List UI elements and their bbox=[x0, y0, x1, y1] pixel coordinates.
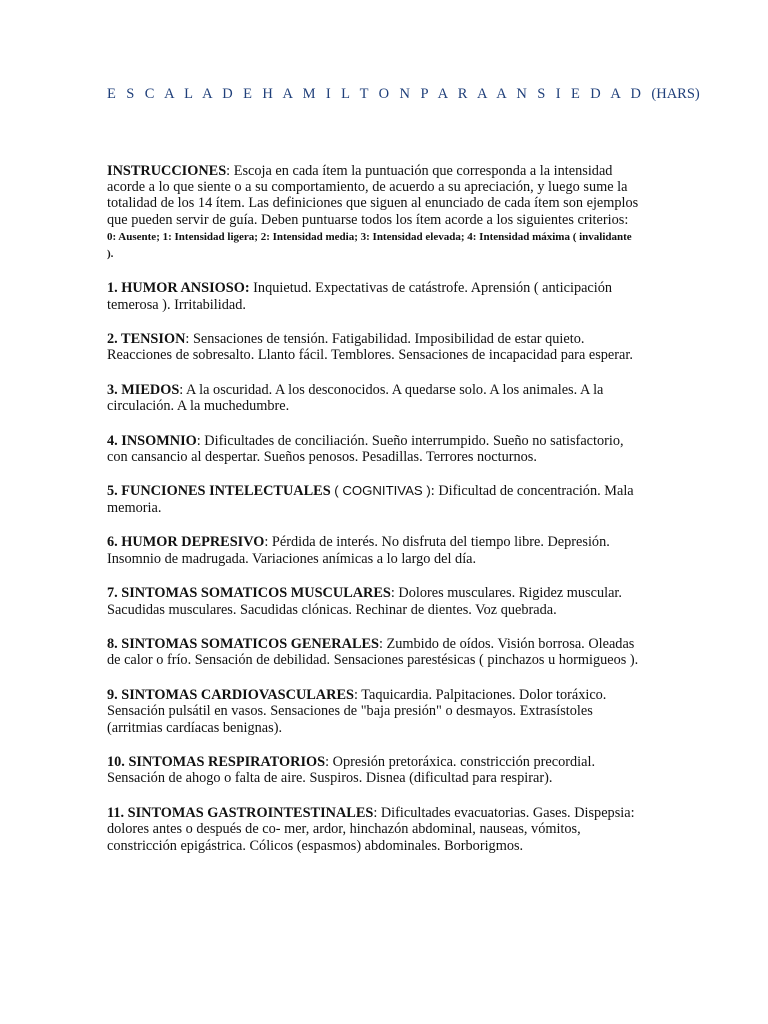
item-heading: 7. SINTOMAS SOMATICOS MUSCULARES bbox=[107, 585, 391, 602]
item-5 bbox=[107, 483, 639, 516]
item-4 bbox=[107, 433, 639, 466]
item-1 bbox=[107, 280, 639, 313]
item-description: : A la oscuridad. A los desconocidos. A quedarse solo. A los animales. A la circulación. A la muchedumbre. bbox=[107, 381, 604, 415]
item-2 bbox=[107, 331, 639, 364]
item-subheading: ( COGNITIVAS ) bbox=[330, 483, 431, 499]
instructions-criteria: 0: Ausente; 1: Intensidad ligera; 2: Intensidad media; 3: Intensidad elevada; 4: Intensidad máxima ( invalidante ). bbox=[107, 230, 632, 261]
item-6 bbox=[107, 534, 639, 567]
item-heading: 8. SINTOMAS SOMATICOS GENERALES bbox=[107, 635, 379, 652]
item-description: : Zumbido de oídos. Visión borrosa. Oleadas de calor o frío. Sensación de debilidad. Sensaciones parestésicas ( pinchazos u hormigueos ). bbox=[107, 635, 639, 669]
item-heading: 1. HUMOR ANSIOSO: bbox=[107, 280, 250, 297]
item-description: : Dolores musculares. Rigidez muscular. Sacudidas musculares. Sacudidas clónicas. Rechinar de dientes. Voz quebrada. bbox=[107, 585, 622, 618]
item-description: : Sensaciones de tensión. Fatigabilidad. Imposibilidad de estar quieto. Reacciones de sobresalto. Llanto fácil. Temblores. Sensaciones de incapacidad para esperar. bbox=[107, 331, 633, 364]
document-title bbox=[107, 86, 700, 103]
title-abbreviation: (HARS) bbox=[651, 86, 700, 102]
item-8 bbox=[107, 636, 639, 669]
item-heading: 9. SINTOMAS CARDIOVASCULARES bbox=[107, 686, 354, 703]
item-3 bbox=[107, 382, 639, 415]
item-heading: 2. TENSION bbox=[107, 331, 186, 348]
item-description: : Dificultades de conciliación. Sueño interrumpido. Sueño no satisfactorio, con cansancio al despertar. Sueños penosos. Pesadillas. Terrores nocturnos. bbox=[107, 432, 624, 466]
item-description: : Taquicardia. Palpitaciones. Dolor toráxico. Sensación pulsátil en vasos. Sensaciones de "baja presión" o desmayos. Extrasístoles (arritmias cardíacas benignas). bbox=[107, 686, 607, 736]
item-7 bbox=[107, 585, 639, 618]
title-main: E S C A L A D E H A M I L T O N P A R A A N S I E D A D bbox=[107, 86, 645, 102]
instructions-label: INSTRUCCIONES bbox=[107, 163, 227, 179]
item-heading: 10. SINTOMAS RESPIRATORIOS bbox=[107, 753, 326, 770]
item-heading: 5. FUNCIONES INTELECTUALES bbox=[107, 483, 331, 500]
item-description: : Opresión pretoráxica. constricción precordial. Sensación de ahogo o falta de aire. Suspiros. Disnea (dificultad para respirar). bbox=[107, 753, 596, 787]
item-heading: 11. SINTOMAS GASTROINTESTINALES bbox=[107, 804, 374, 821]
item-10 bbox=[107, 754, 639, 787]
item-description: : Dificultades evacuatorias. Gases. Dispepsia: dolores antes o después de co- mer, ardor, hinchazón abdominal, nauseas, vómitos, constricción epigástrica. Cólicos (espasmos) abdominales. Borborigmos. bbox=[107, 804, 635, 854]
item-description: : Dificultad de concentración. Mala memoria. bbox=[107, 483, 634, 516]
document-page bbox=[107, 86, 700, 872]
item-heading: 6. HUMOR DEPRESIVO bbox=[107, 534, 265, 551]
instructions-paragraph bbox=[107, 163, 639, 262]
item-description: Inquietud. Expectativas de catástrofe. Aprensión ( anticipación temerosa ). Irritabilidad. bbox=[107, 280, 613, 313]
item-heading: 3. MIEDOS bbox=[107, 381, 180, 398]
item-heading: 4. INSOMNIO bbox=[107, 432, 197, 449]
item-11 bbox=[107, 805, 639, 854]
item-description: : Pérdida de interés. No disfruta del tiempo libre. Depresión. Insomnio de madrugada. Variaciones anímicas a lo largo del día. bbox=[107, 534, 610, 567]
item-9 bbox=[107, 687, 639, 736]
instructions-text: : Escoja en cada ítem la puntuación que corresponda a la intensidad acorde a lo que siente o a su comportamiento, de acuerdo a su apreciación, y luego sume la totalidad de los 14 ítem. Las definiciones que siguen al enunciado de cada ítem son ejemplos que pueden servir de guía. Deben puntuarse todos los ítem acorde a los siguientes criterios: bbox=[107, 163, 639, 228]
